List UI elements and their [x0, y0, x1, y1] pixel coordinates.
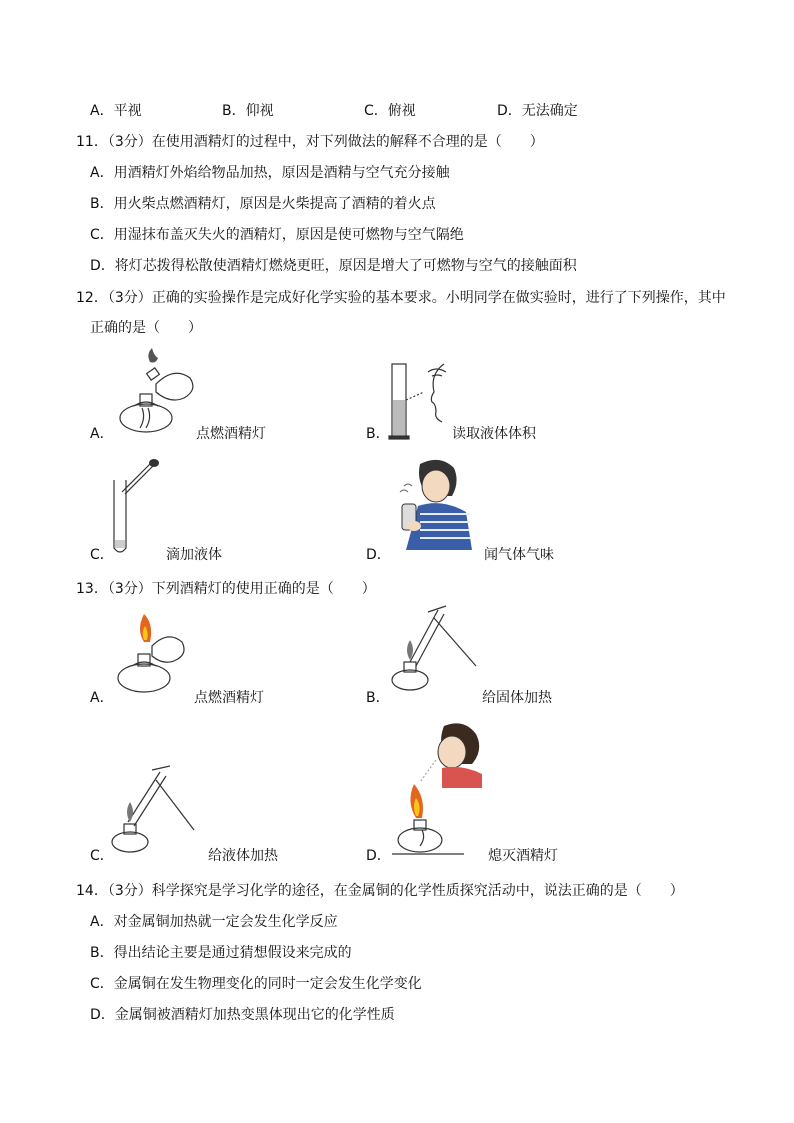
- q12-b-figure: [388, 360, 458, 440]
- q12-b-caption: 读取液体体积: [452, 426, 536, 442]
- q13-c-letter: C．: [90, 848, 114, 864]
- q14-option-d: D．金属铜被酒精灯加热变黑体现出它的化学性质: [90, 1007, 395, 1023]
- q13-d-caption: 熄灭酒精灯: [488, 848, 558, 864]
- q13-a-letter: A．: [90, 690, 114, 706]
- q12-c-letter: C．: [90, 547, 114, 563]
- q11-option-d: D．将灯芯拨得松散使酒精灯燃烧更旺，原因是增大了可燃物与空气的接触面积: [90, 258, 577, 274]
- q13-d-letter: D．: [366, 848, 391, 864]
- q12-d-letter: D．: [366, 547, 391, 563]
- q14-option-b: B．得出结论主要是通过猜想假设来完成的: [90, 945, 352, 961]
- q12-a-caption: 点燃酒精灯: [196, 426, 266, 442]
- q12-b-letter: B．: [366, 426, 390, 442]
- q11-option-c: C．用湿抹布盖灭失火的酒精灯，原因是使可燃物与空气隔绝: [90, 227, 464, 243]
- q13-a-figure: [112, 612, 192, 696]
- q11-option-a: A．用酒精灯外焰给物品加热，原因是酒精与空气充分接触: [90, 165, 450, 181]
- q13-a-caption: 点燃酒精灯: [194, 690, 264, 706]
- q12-c-caption: 滴加液体: [166, 547, 222, 563]
- q12-a-letter: A．: [90, 426, 114, 442]
- q12-stem-line1: 12．（3分）正确的实验操作是完成好化学实验的基本要求。小明同学在做实验时，进行了下列操作，其中: [76, 290, 726, 306]
- q12-d-caption: 闻气体气味: [484, 547, 554, 563]
- q13-d-figure: [392, 722, 484, 862]
- q10-option-a: A．平视: [90, 103, 142, 119]
- q12-d-figure: [390, 456, 482, 552]
- q13-b-letter: B．: [366, 690, 390, 706]
- q12-c-figure: [108, 458, 168, 558]
- q14-option-c: C．金属铜在发生物理变化的同时一定会发生化学变化: [90, 976, 422, 992]
- q13-b-figure: [388, 604, 480, 696]
- q12-stem-line2: 正确的是（ ）: [90, 320, 202, 336]
- q11-option-b: B．用火柴点燃酒精灯，原因是火柴提高了酒精的着火点: [90, 196, 436, 212]
- q10-option-d: D．无法确定: [497, 103, 578, 119]
- q13-c-caption: 给液体加热: [208, 848, 278, 864]
- q11-stem: 11．（3分）在使用酒精灯的过程中，对下列做法的解释不合理的是（ ）: [76, 134, 544, 150]
- q14-option-a: A．对金属铜加热就一定会发生化学反应: [90, 914, 338, 930]
- q13-b-caption: 给固体加热: [482, 690, 552, 706]
- q10-option-b: B．仰视: [222, 103, 274, 119]
- q13-c-figure: [108, 764, 198, 856]
- q14-stem: 14．（3分）科学探究是学习化学的途径，在金属铜的化学性质探究活动中，说法正确的是（ ）: [76, 883, 684, 899]
- q12-a-figure: [112, 348, 198, 438]
- q13-stem: 13．（3分）下列酒精灯的使用正确的是（ ）: [76, 581, 376, 597]
- q10-option-c: C．俯视: [364, 103, 416, 119]
